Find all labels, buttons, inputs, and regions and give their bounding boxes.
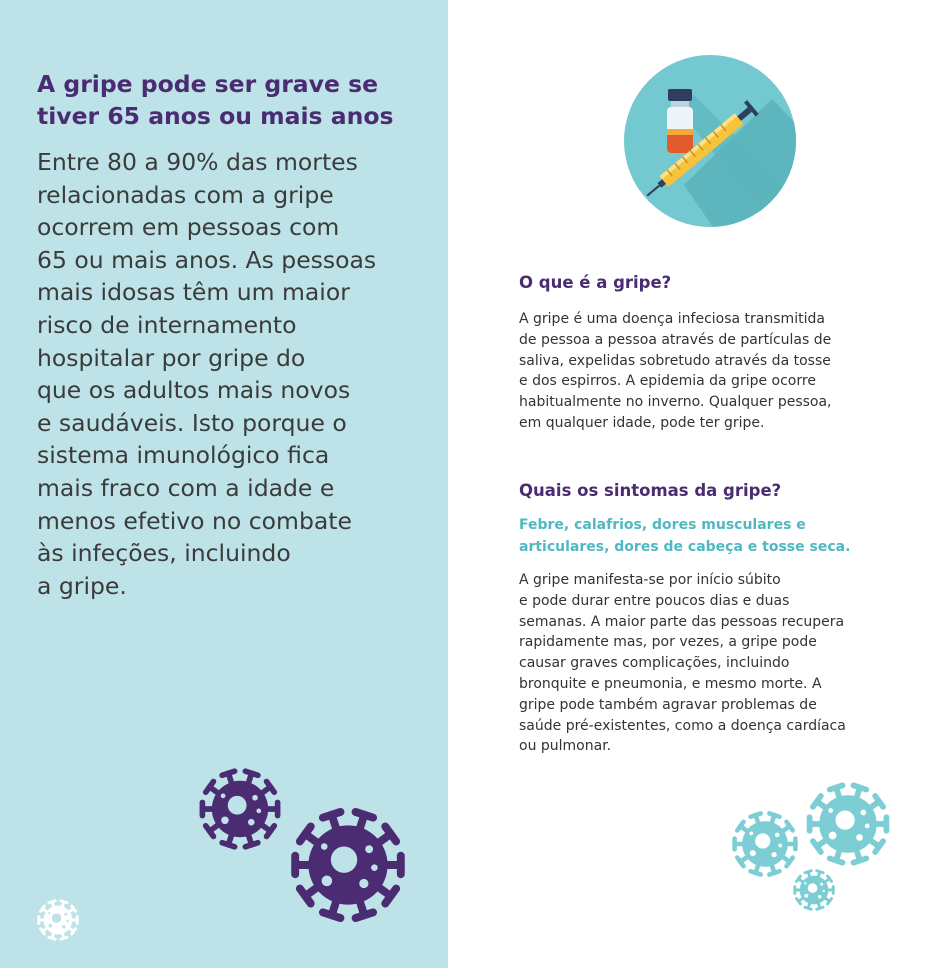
- virus-icon: [790, 866, 838, 914]
- virus-icon: [193, 762, 287, 856]
- left-body-line: e saudáveis. Isto porque o: [37, 408, 347, 437]
- body-line: A gripe manifesta-se por início súbito: [519, 572, 781, 588]
- left-body-line: 65 ou mais anos. As pessoas: [37, 245, 377, 274]
- body-line: ou pulmonar.: [519, 738, 612, 755]
- left-body-line: relacionadas com a gripe: [37, 180, 334, 209]
- left-body-line: sistema imunológico fica: [37, 441, 330, 470]
- left-body-line: Entre 80 a 90% das mortes: [37, 148, 358, 176]
- left-body-line: mais idosas têm um maior: [37, 278, 350, 307]
- body-line: semanas. A maior parte das pessoas recupera: [519, 613, 845, 630]
- body-line: e dos espirros. A epidemia da gripe ocorre: [519, 373, 816, 390]
- symptoms-highlight: [519, 515, 919, 558]
- body-line: e pode durar entre poucos dias e duas: [519, 592, 790, 609]
- section-title-what-is-flu: O que é a gripe?: [519, 273, 672, 292]
- section-body-symptoms: [519, 570, 919, 757]
- body-line: habitualmente no inverno. Qualquer pessoa,: [519, 394, 832, 411]
- vaccine-syringe-icon: [624, 55, 796, 227]
- left-heading-line: tiver 65 anos ou mais anos: [37, 102, 394, 130]
- section-body-what-is-flu: [519, 309, 919, 434]
- left-body-line: menos efetivo no combate: [37, 506, 352, 535]
- left-body: [37, 146, 437, 602]
- left-heading-line: A gripe pode ser grave se: [37, 70, 379, 98]
- left-body-line: risco de internamento: [37, 310, 297, 339]
- body-line: em qualquer idade, pode ter gripe.: [519, 414, 765, 431]
- virus-icon: [800, 776, 896, 872]
- virus-icon: [282, 799, 414, 931]
- body-line: de pessoa a pessoa através de partículas de: [519, 331, 832, 348]
- body-line: saliva, expelidas sobretudo através da tosse: [519, 352, 831, 369]
- section-title-symptoms: Quais os sintomas da gripe?: [519, 481, 782, 500]
- highlight-line: Febre, calafrios, dores musculares e: [519, 517, 806, 533]
- left-body-line: às infeções, incluindo: [37, 539, 291, 568]
- body-line: causar graves complicações, incluindo: [519, 655, 790, 672]
- left-body-line: a gripe.: [37, 571, 127, 600]
- highlight-line: articulares, dores de cabeça e tosse seca.: [519, 538, 851, 555]
- body-line: gripe pode também agravar problemas de: [519, 696, 817, 713]
- left-body-line: mais fraco com a idade e: [37, 473, 335, 502]
- left-body-line: que os adultos mais novos: [37, 376, 351, 405]
- body-line: bronquite e pneumonia, e mesmo morte. A: [519, 675, 822, 692]
- body-line: saúde pré-existentes, como a doença cardíaca: [519, 717, 846, 734]
- left-body-line: ocorrem em pessoas com: [37, 213, 340, 242]
- virus-icon: [34, 896, 82, 944]
- left-body-line: hospitalar por gripe do: [37, 343, 306, 372]
- left-heading: [37, 68, 437, 132]
- body-line: rapidamente mas, por vezes, a gripe pode: [519, 634, 817, 651]
- body-line: A gripe é uma doença infeciosa transmitida: [519, 311, 825, 327]
